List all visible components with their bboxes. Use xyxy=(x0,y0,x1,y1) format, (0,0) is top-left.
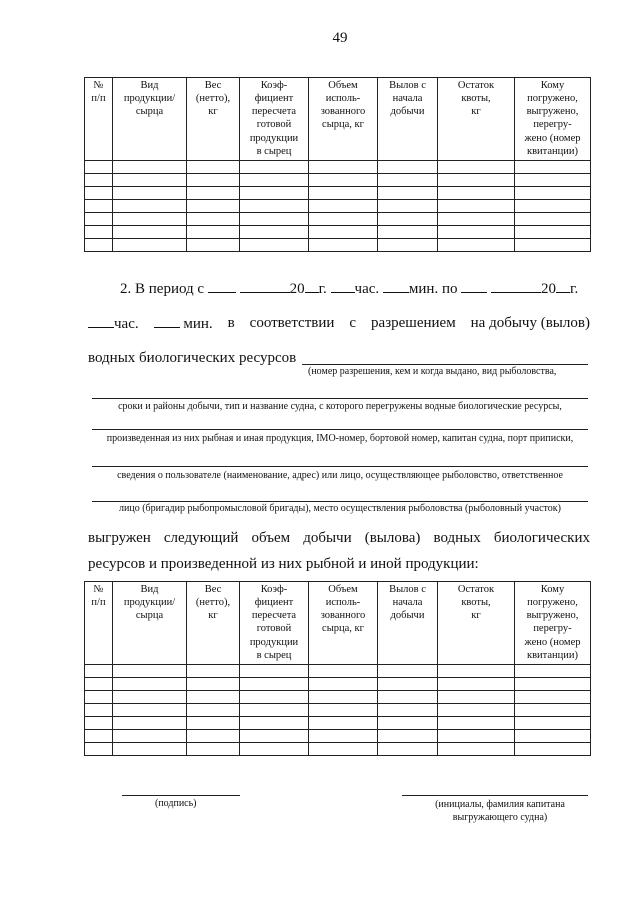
word-v: в xyxy=(227,315,235,331)
catch-table-1 xyxy=(84,77,591,252)
table-row xyxy=(85,212,591,225)
catch-table-2 xyxy=(84,581,591,756)
captain-label-line-1: (инициалы, фамилия капитана xyxy=(435,799,565,810)
table-row xyxy=(85,690,591,703)
table-header-row xyxy=(85,582,591,665)
fill-line-5[interactable] xyxy=(92,501,588,502)
year-to-label: г. xyxy=(569,281,579,297)
hint-permit: (номер разрешения, кем и когда выдано, вид рыболовства, xyxy=(308,366,557,377)
table-row xyxy=(85,186,591,199)
col-catch-since-start: Вылов с начала добычи xyxy=(378,582,438,665)
word-razresheniem: разрешением xyxy=(371,315,456,331)
col-quota-remaining: Остаток квоты, кг xyxy=(438,582,515,665)
col-coefficient: Коэф- фициент пересчета готовой продукции в сырец xyxy=(240,78,309,161)
products-line: ресурсов и произведенной из них рыбной и иной продукции: xyxy=(88,556,479,572)
year-prefix: 20 xyxy=(289,281,305,297)
col-raw-volume: Объем исполь- зованного сырца, кг xyxy=(309,582,378,665)
table-row xyxy=(85,238,591,251)
col-recipient: Кому погружено, выгружено, перегру- жено (номер квитанции) xyxy=(515,582,591,665)
table-row xyxy=(85,664,591,677)
col-catch-since-start: Вылов с начала добычи xyxy=(378,78,438,161)
table-row xyxy=(85,716,591,729)
col-coefficient: Коэф- фициент пересчета готовой продукции в сырец xyxy=(240,582,309,665)
col-raw-volume: Объем исполь- зованного сырца, кг xyxy=(309,78,378,161)
signature-label: (подпись) xyxy=(155,798,197,809)
bio-resources-line xyxy=(88,350,296,367)
hint-products: произведенная из них рыбная и иная продукция, IMO-номер, бортовой номер, капитан судна, порт приписки, xyxy=(106,433,574,444)
hint-user: сведения о пользователе (наименование, адрес) или лицо, осуществляющее рыболовство, ответственное xyxy=(117,470,563,481)
table-row xyxy=(85,742,591,755)
minute-to-field[interactable] xyxy=(154,315,180,328)
year-to-prefix: 20 xyxy=(540,281,556,297)
table-row xyxy=(85,173,591,186)
hour-label: час. xyxy=(354,281,380,297)
page-number: 49 xyxy=(332,30,348,46)
col-product-type: Вид продукции/ сырца xyxy=(113,78,187,161)
hour-to-label: час. xyxy=(114,316,139,332)
word-s: с xyxy=(349,315,357,331)
permit-field-line[interactable] xyxy=(302,364,588,365)
captain-name-line[interactable] xyxy=(402,795,588,796)
col-weight: Вес (нетто), кг xyxy=(187,78,240,161)
period-from-label: 2. В период с xyxy=(120,281,205,297)
captain-name-label xyxy=(402,798,598,824)
table-row xyxy=(85,225,591,238)
table-header-row xyxy=(85,78,591,161)
hint-brigadier: лицо (бригадир рыбопромысловой бригады), место осуществления рыболовства (рыболовный участок) xyxy=(119,503,561,514)
word-na-dobychu: на добычу (вылов) xyxy=(470,315,590,331)
table-row xyxy=(85,677,591,690)
fill-line-3[interactable] xyxy=(92,429,588,430)
table-row xyxy=(85,729,591,742)
fill-line-2[interactable] xyxy=(92,398,588,399)
year-field[interactable] xyxy=(305,280,319,293)
minute-field[interactable] xyxy=(383,280,409,293)
signature-line[interactable] xyxy=(122,795,240,796)
col-number: № п/п xyxy=(85,78,113,161)
col-weight: Вес (нетто), кг xyxy=(187,582,240,665)
hour-field[interactable] xyxy=(331,280,355,293)
bio-resources-label: водных биологических ресурсов xyxy=(88,350,297,366)
word-sootvetstvii: соответствии xyxy=(249,315,335,331)
month-field[interactable] xyxy=(240,280,290,293)
col-recipient: Кому погружено, выгружено, перегру- жено (номер квитанции) xyxy=(515,78,591,161)
col-product-type: Вид продукции/ сырца xyxy=(113,582,187,665)
minute-to-label: мин. по xyxy=(408,281,458,297)
year-label: г. xyxy=(318,281,327,297)
col-number: № п/п xyxy=(85,582,113,665)
period-line xyxy=(120,280,578,298)
table-row xyxy=(85,199,591,212)
unloaded-line: выгружен следующий объем добычи (вылова) водных биологических xyxy=(88,530,590,546)
time-permit-line xyxy=(88,315,590,333)
table-row xyxy=(85,703,591,716)
date-field[interactable] xyxy=(208,280,236,293)
captain-label-line-2: выгружающего судна) xyxy=(452,812,548,823)
minute-to-word: мин. xyxy=(183,316,213,332)
year-to-field[interactable] xyxy=(556,280,570,293)
fill-line-4[interactable] xyxy=(92,466,588,467)
date-to-field[interactable] xyxy=(461,280,487,293)
table-row xyxy=(85,160,591,173)
hint-terms: сроки и районы добычи, тип и название судна, с которого перегружены водные биологические ресурсы, xyxy=(118,401,562,412)
col-quota-remaining: Остаток квоты, кг xyxy=(438,78,515,161)
month-to-field[interactable] xyxy=(491,280,541,293)
hour-to-field[interactable] xyxy=(88,315,114,328)
